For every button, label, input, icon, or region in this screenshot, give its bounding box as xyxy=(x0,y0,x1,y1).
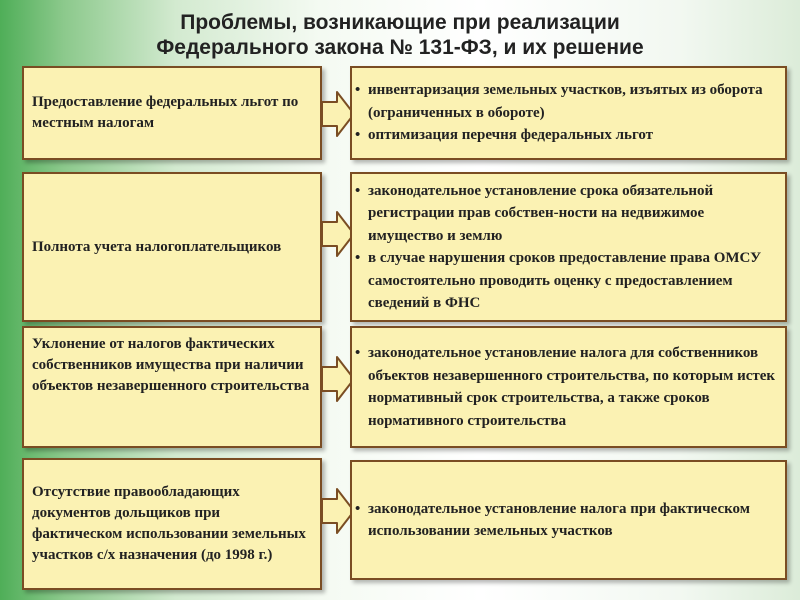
problem-box-4 xyxy=(22,458,322,590)
title-line-2: Федерального закона № 131-ФЗ, и их решение xyxy=(156,36,644,59)
problem-box-3 xyxy=(22,326,322,448)
problem-text-2: Полнота учета налогоплательщиков xyxy=(32,238,282,255)
problem-box-2 xyxy=(22,172,322,322)
solution-item: • законодательное установление налога при фактическом использовании земельных участков xyxy=(358,498,779,543)
problem-box-1 xyxy=(22,66,322,160)
solution-box-3 xyxy=(350,326,787,448)
slide-title xyxy=(0,10,800,60)
solution-item: • инвентаризация земельных участков, изъятых из оборота (ограниченных в обороте) xyxy=(358,79,779,124)
problem-text-4: Отсутствие правообладающих документов дольщиков при фактическом использовании земельных участков с/х назначения (до 1998 г.) xyxy=(32,484,306,563)
problem-text-1: Предоставление федеральных льгот по местным налогам xyxy=(32,94,299,131)
solution-box-1 xyxy=(350,66,787,160)
title-line-1: Проблемы, возникающие при реализации xyxy=(180,11,620,34)
solution-item: • в случае нарушения сроков предоставление права ОМСУ самостоятельно проводить оценку с предоставлением сведений в ФНС xyxy=(358,247,779,315)
solution-item: • оптимизация перечня федеральных льгот xyxy=(358,124,779,147)
solution-item: • законодательное установление налога для собственников объектов незавершенного строительства, по которым истек нормативный срок строительства, а также сроков нормативного строительства xyxy=(358,342,779,432)
solution-box-2 xyxy=(350,172,787,322)
solution-item: • законодательное установление срока обязательной регистрации прав собствен-ности на недвижимое имущество и землю xyxy=(358,180,779,248)
problem-text-3: Уклонение от налогов фактических собственников имущества при наличии объектов незавершенного строительства xyxy=(32,336,310,394)
solution-box-4 xyxy=(350,460,787,580)
